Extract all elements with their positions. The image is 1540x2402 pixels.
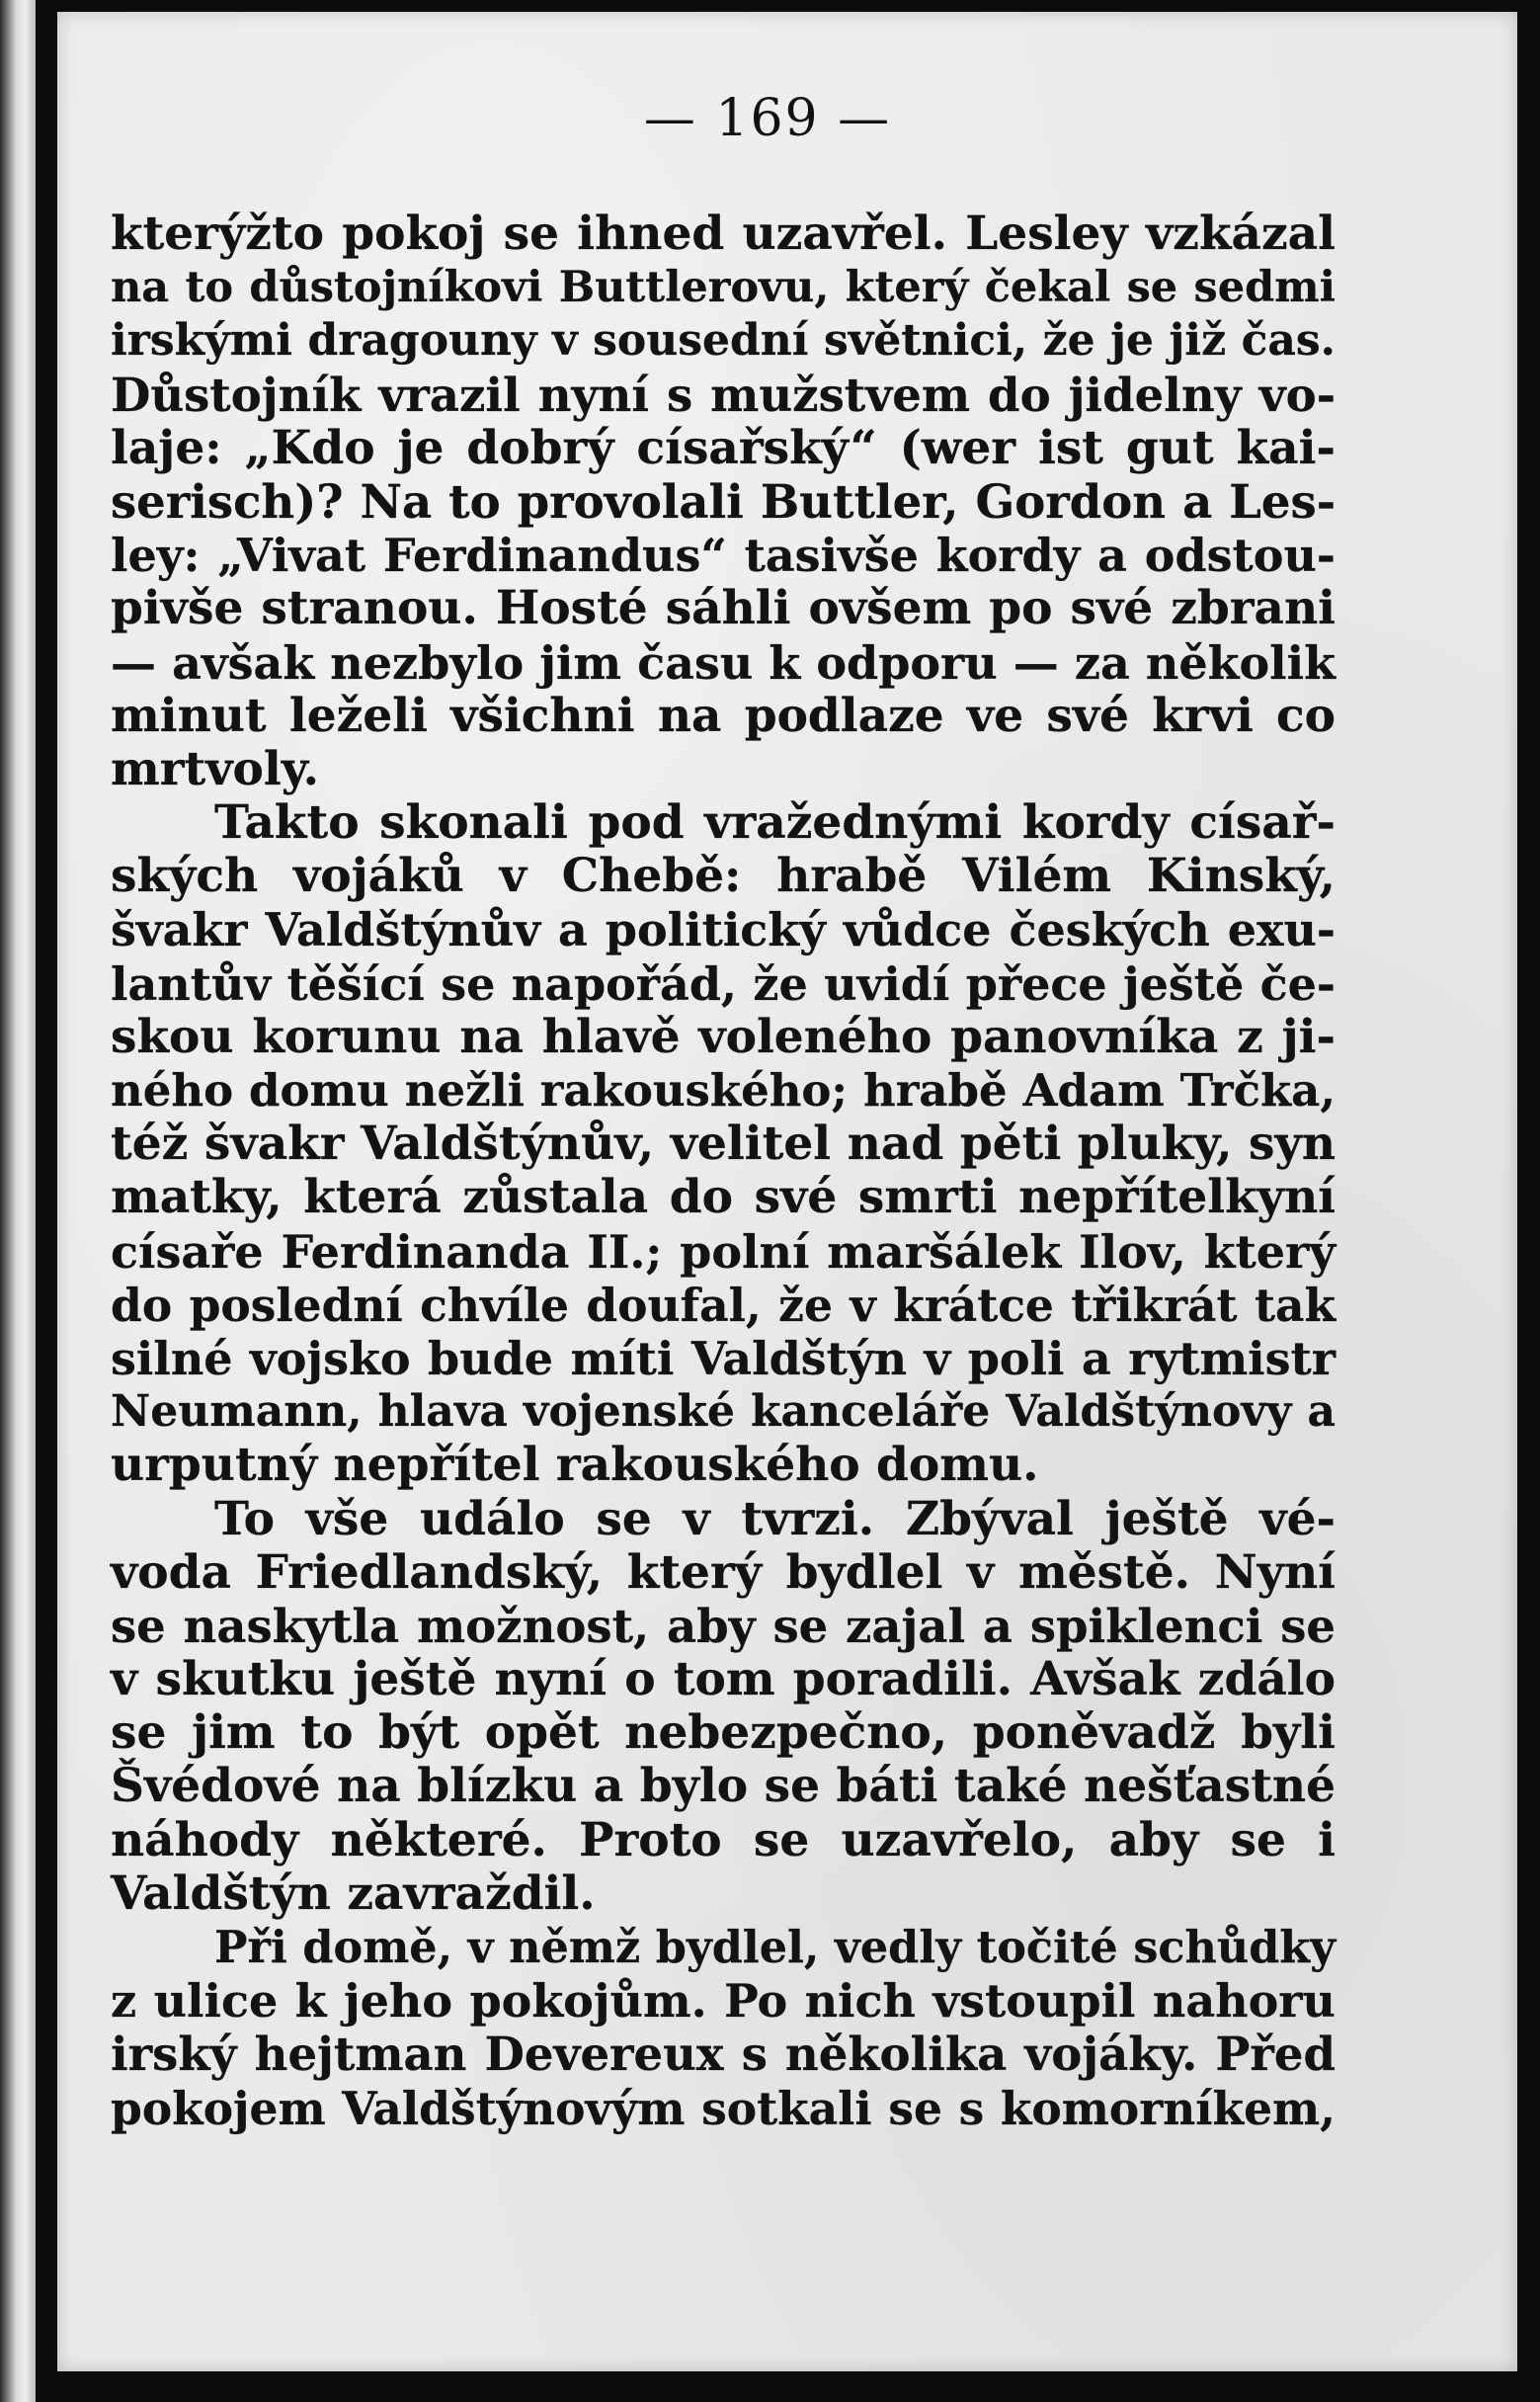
text-line: lantův těšící se napořád, že uvidí přece ještě če- (111, 956, 1336, 1011)
text-line: ských vojáků v Chebě: hrabě Vilém Kinský, (111, 849, 1336, 904)
book-page (57, 12, 1517, 2371)
text-line: irskými dragouny v sousední světnici, že je již čas. (111, 315, 1336, 367)
text-line: Při domě, v němž bydlel, vedly točité schůdky (214, 1922, 1336, 1973)
text-line: z ulice k jeho pokojům. Po nich vstoupil nahoru (111, 1974, 1336, 2029)
adjacent-page-edge (0, 0, 36, 2402)
text-line: To vše událo se v tvrzi. Zbýval ještě vé- (214, 1491, 1336, 1546)
text-line: silné vojsko bude míti Valdštýn v poli a rytmistr (111, 1331, 1336, 1385)
text-line: Důstojník vrazil nyní s mužstvem do jidelny vo- (111, 367, 1336, 422)
text-line: Neumann, hlava vojenské kanceláře Valdštýnovy a (111, 1386, 1336, 1438)
body-text (111, 207, 1336, 2135)
text-line: matky, která zůstala do své smrti nepřítelkyní (111, 1170, 1336, 1225)
text-line: též švakr Valdštýnův, velitel nad pěti pluky, syn (111, 1117, 1336, 1172)
text-line: kterýžto pokoj se ihned uzavřel. Lesley vzkázal (111, 207, 1336, 261)
text-line: do poslední chvíle doufal, že v krátce třikrát tak (111, 1278, 1336, 1332)
text-line: serisch)? Na to provolali Buttler, Gordon a Les- (111, 473, 1336, 529)
text-line: Valdštýn zavraždil. (111, 1865, 596, 1921)
text-line: na to důstojníkovi Buttlerovu, který čekal se sedmi (111, 263, 1336, 313)
text-line: skou korunu na hlavě voleného panovníka z ji- (111, 1009, 1336, 1064)
text-line: mrtvoly. (111, 741, 319, 796)
page-number: — 169 — (643, 89, 892, 148)
text-line: laje: „Kdo je dobrý císařský“ (wer ist gut kai- (111, 420, 1336, 475)
text-line: švakr Valdštýnův a politický vůdce českých exu- (111, 903, 1336, 957)
text-line: pokojem Valdštýnovým sotkali se s komorníkem, (111, 2081, 1336, 2135)
text-line: náhody některé. Proto se uzavřelo, aby se i (111, 1812, 1336, 1867)
text-line: urputný nepřítel rakouského domu. (111, 1438, 1039, 1493)
text-line: se naskytla možnost, aby se zajal a spiklenci se (111, 1598, 1336, 1653)
text-line: — avšak nezbylo jim času k odporu — za několik (111, 635, 1336, 690)
text-line: ného domu nežli rakouského; hrabě Adam Trčka, (111, 1064, 1336, 1117)
text-line: císaře Ferdinanda II.; polní maršálek Ilov, který (111, 1224, 1336, 1279)
text-line: voda Friedlandský, který bydlel v městě. Nyní (111, 1544, 1336, 1600)
text-line: Takto skonali pod vražednými kordy císař- (214, 795, 1336, 851)
text-line: Švédové na blízku a bylo se báti také nešťastné (111, 1759, 1336, 1814)
text-line: se jim to být opět nebezpečno, poněvadž byli (111, 1705, 1336, 1761)
text-line: pivše stranou. Hosté sáhli ovšem po své zbrani (111, 581, 1336, 636)
text-line: ley: „Vivat Ferdinandus“ tasivše kordy a odstou- (111, 529, 1336, 583)
text-line: irský hejtman Devereux s několika vojáky. Před (111, 2027, 1336, 2082)
text-line: minut leželi všichni na podlaze ve své krvi co (111, 688, 1336, 743)
text-line: v skutku ještě nyní o tom poradili. Avšak zdálo (111, 1652, 1336, 1707)
